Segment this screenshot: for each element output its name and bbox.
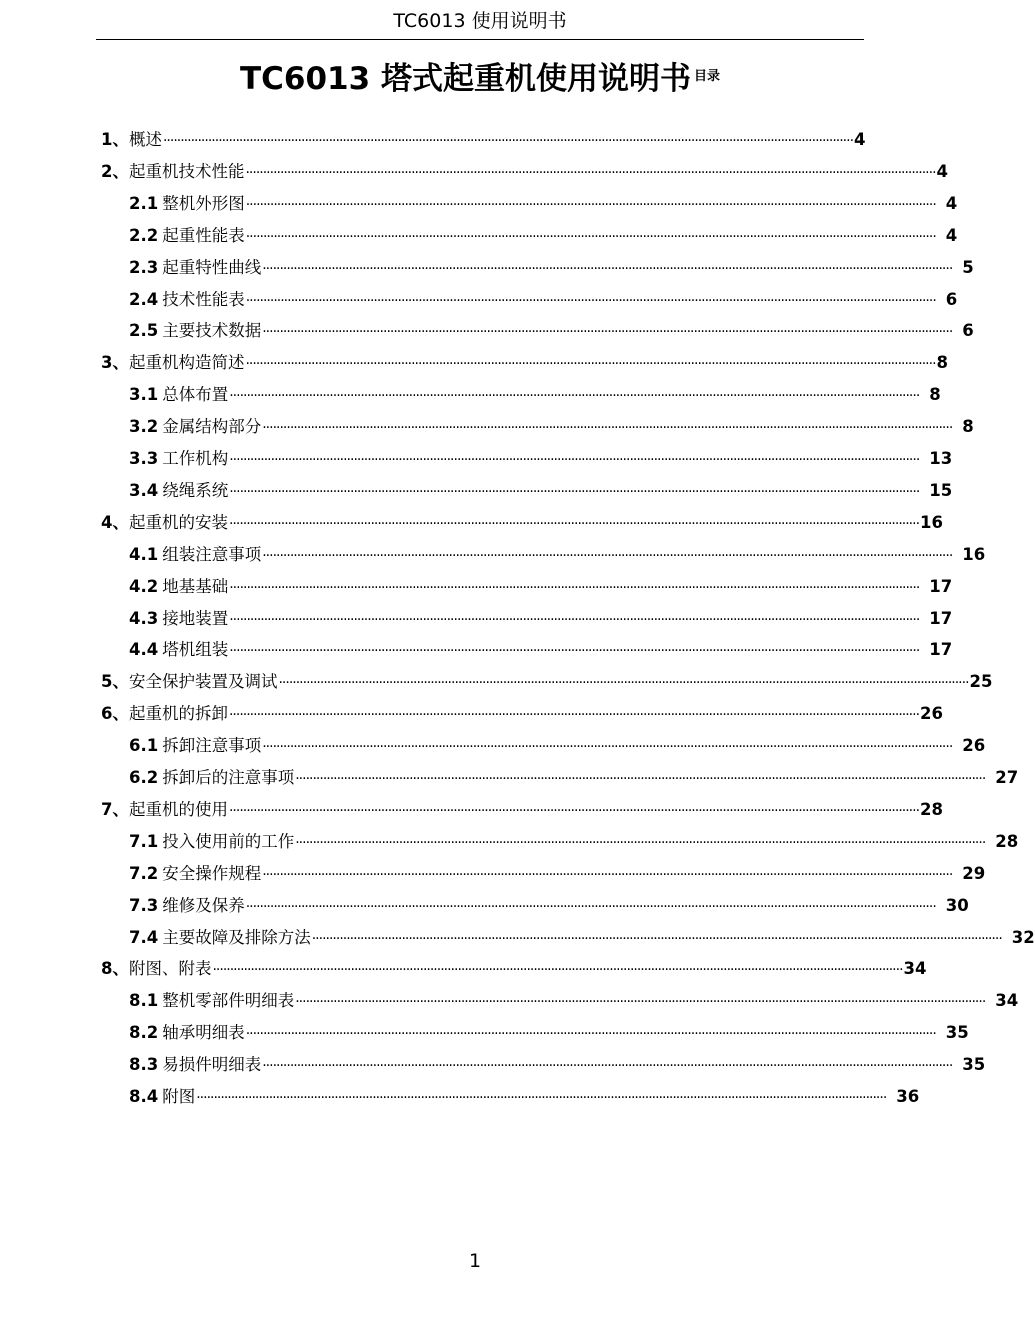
toc-dot-leader: ········································································································································································································ bbox=[245, 228, 936, 245]
toc-dot-leader: ········································································································································································································ bbox=[262, 866, 953, 883]
toc-entry-page: 4 bbox=[945, 193, 958, 213]
toc-entry-page: 4 bbox=[945, 225, 958, 245]
toc-entry[interactable] bbox=[129, 543, 986, 568]
toc-dot-leader: ········································································································································································································ bbox=[262, 739, 953, 756]
toc-entry[interactable] bbox=[129, 862, 986, 887]
toc-entry-title: 技术性能表 bbox=[162, 289, 245, 309]
document-title bbox=[96, 57, 864, 101]
toc-entry-title: 起重机的安装 bbox=[128, 512, 228, 532]
toc-entry[interactable] bbox=[129, 479, 953, 504]
toc-dot-leader: ········································································································································································································ bbox=[295, 994, 986, 1011]
toc-entry-number: 8.3 bbox=[129, 1055, 159, 1075]
toc-entry-page: 34 bbox=[995, 991, 1019, 1011]
toc-entry-page: 8 bbox=[929, 385, 941, 405]
document-title-text: TC6013 塔式起重机使用说明书 bbox=[240, 61, 691, 97]
toc-entry[interactable] bbox=[129, 288, 958, 313]
toc-dot-leader: ········································································································································································································ bbox=[228, 515, 920, 532]
toc-entry-page: 36 bbox=[896, 1087, 920, 1106]
toc-entry-number: 8.2 bbox=[129, 1023, 159, 1043]
toc-entry-page: 16 bbox=[920, 512, 943, 532]
toc-entry-title: 主要技术数据 bbox=[162, 321, 262, 341]
toc-entry-page: 6 bbox=[945, 289, 958, 309]
toc-entry[interactable] bbox=[129, 383, 941, 408]
toc-entry-number: 7.2 bbox=[129, 863, 159, 883]
toc-dot-leader: ········································································································································································································ bbox=[245, 356, 936, 373]
toc-entry-title: 起重性能表 bbox=[162, 225, 245, 245]
toc-entry[interactable] bbox=[129, 766, 1019, 791]
toc-entry[interactable] bbox=[129, 224, 958, 249]
toc-dot-leader: ········································································································································································································ bbox=[311, 930, 1002, 947]
toc-entry[interactable] bbox=[129, 894, 969, 919]
toc-entry[interactable] bbox=[129, 1053, 986, 1078]
toc-entry-title: 拆卸注意事项 bbox=[162, 736, 262, 756]
toc-entry-title: 组装注意事项 bbox=[162, 544, 262, 564]
toc-dot-leader: ········································································································································································································ bbox=[245, 164, 936, 181]
toc-entry-title: 轴承明细表 bbox=[162, 1023, 245, 1043]
toc-dot-leader: ········································································································································································································ bbox=[229, 611, 920, 628]
toc-entry-number: 2.5 bbox=[129, 321, 159, 341]
toc-entry-page: 16 bbox=[962, 544, 986, 564]
toc-dot-leader: ········································································································································································································ bbox=[229, 452, 920, 468]
toc-entry-number: 3.4 bbox=[129, 480, 159, 500]
header-rule bbox=[96, 39, 864, 40]
toc-entry-title: 易损件明细表 bbox=[162, 1055, 262, 1075]
toc-entry-number: 4.1 bbox=[129, 544, 159, 564]
toc-dot-leader: ········································································································································································································ bbox=[295, 834, 986, 851]
toc-entry[interactable] bbox=[101, 351, 949, 376]
toc-dot-leader: ········································································································································································································ bbox=[295, 771, 986, 787]
toc-entry[interactable] bbox=[129, 1021, 969, 1046]
toc-dot-leader: ········································································································································································································ bbox=[229, 579, 920, 596]
toc-entry-number: 4.2 bbox=[129, 576, 159, 596]
toc-entry-number: 5、 bbox=[101, 672, 129, 692]
toc-entry-number: 2.4 bbox=[129, 289, 159, 309]
toc-entry-number: 3.3 bbox=[129, 449, 159, 468]
toc-entry-page: 32 bbox=[1011, 927, 1035, 947]
toc-entry-page: 4 bbox=[854, 130, 866, 149]
toc-entry-title: 维修及保养 bbox=[162, 895, 245, 915]
toc-entry[interactable] bbox=[129, 447, 953, 472]
toc-entry-title: 投入使用前的工作 bbox=[162, 831, 295, 851]
toc-entry-title: 绕绳系统 bbox=[162, 480, 229, 500]
toc-dot-leader: ········································································································································································································ bbox=[245, 898, 936, 915]
toc-entry-page: 30 bbox=[945, 895, 969, 915]
toc-entry-number: 3.1 bbox=[129, 385, 159, 405]
toc-entry-number: 7.4 bbox=[129, 927, 159, 947]
toc-entry-page: 27 bbox=[995, 768, 1019, 787]
toc-entry[interactable] bbox=[101, 128, 866, 153]
toc-entry-title: 金属结构部分 bbox=[162, 417, 262, 437]
toc-dot-leader: ········································································································································································································ bbox=[228, 707, 920, 724]
toc-entry-title: 整机外形图 bbox=[162, 193, 245, 213]
toc-entry-number: 7.1 bbox=[129, 831, 159, 851]
toc-dot-leader: ········································································································································································································ bbox=[196, 1090, 887, 1106]
toc-dot-leader: ········································································································································································································ bbox=[262, 547, 953, 564]
toc-entry[interactable] bbox=[129, 989, 1019, 1014]
toc-entry-title: 起重机的拆卸 bbox=[128, 704, 228, 724]
toc-dot-leader: ········································································································································································································ bbox=[278, 675, 969, 692]
toc-entry[interactable] bbox=[129, 415, 974, 440]
toc-entry-page: 26 bbox=[962, 736, 986, 756]
toc-dot-leader: ········································································································································································································ bbox=[229, 388, 920, 405]
toc-entry-page: 8 bbox=[962, 417, 974, 437]
toc-entry-page: 28 bbox=[995, 831, 1019, 851]
toc-entry-title: 总体布置 bbox=[162, 385, 229, 405]
toc-entry-number: 6、 bbox=[101, 704, 129, 724]
toc-entry-number: 1、 bbox=[101, 130, 129, 149]
toc-entry-page: 25 bbox=[969, 672, 993, 692]
toc-entry-title: 起重机技术性能 bbox=[128, 161, 245, 181]
toc-entry-number: 4、 bbox=[101, 512, 129, 532]
toc-entry-page: 13 bbox=[929, 449, 953, 468]
toc-entry-number: 3、 bbox=[101, 353, 129, 373]
toc-dot-leader: ········································································································································································································ bbox=[262, 420, 953, 437]
toc-entry-number: 7.3 bbox=[129, 895, 159, 915]
toc-entry-title: 接地装置 bbox=[162, 608, 229, 628]
toc-dot-leader: ········································································································································································································ bbox=[262, 324, 953, 341]
toc-entry-title: 整机零部件明细表 bbox=[162, 991, 295, 1011]
toc-dot-leader: ········································································································································································································ bbox=[229, 483, 920, 500]
toc-entry-page: 17 bbox=[929, 576, 953, 596]
toc-entry-page: 35 bbox=[945, 1023, 969, 1043]
toc-entry-title: 主要故障及排除方法 bbox=[162, 927, 311, 947]
toc-entry-title: 拆卸后的注意事项 bbox=[162, 768, 295, 787]
toc-entry-page: 5 bbox=[962, 257, 974, 277]
toc-entry-page: 34 bbox=[903, 959, 927, 979]
toc-entry-page: 15 bbox=[929, 480, 953, 500]
toc-entry-number: 2.1 bbox=[129, 193, 159, 213]
toc-entry-number: 7、 bbox=[101, 799, 129, 819]
toc-entry[interactable] bbox=[129, 830, 1019, 855]
toc-entry-number: 8、 bbox=[101, 959, 129, 979]
toc-dot-leader: ········································································································································································································ bbox=[162, 133, 854, 149]
toc-dot-leader: ········································································································································································································ bbox=[229, 643, 920, 660]
toc-entry[interactable] bbox=[129, 1085, 920, 1110]
toc-entry-page: 6 bbox=[962, 321, 974, 341]
toc-entry-title: 地基基础 bbox=[162, 576, 229, 596]
toc-entry-number: 2.2 bbox=[129, 225, 159, 245]
toc-entry[interactable] bbox=[101, 702, 943, 727]
toc-entry[interactable] bbox=[129, 256, 974, 281]
toc-entry-title: 附图、附表 bbox=[128, 959, 212, 979]
toc-dot-leader: ········································································································································································································ bbox=[228, 802, 920, 819]
toc-entry[interactable] bbox=[101, 670, 993, 695]
toc-entry-number: 8.4 bbox=[129, 1087, 159, 1106]
toc-entry[interactable] bbox=[129, 734, 986, 759]
toc-entry[interactable] bbox=[101, 511, 943, 536]
toc-entry[interactable] bbox=[129, 192, 958, 217]
toc-entry-number: 4.4 bbox=[129, 640, 159, 660]
toc-dot-leader: ········································································································································································································ bbox=[262, 1058, 953, 1075]
toc-entry-page: 28 bbox=[920, 799, 943, 819]
toc-entry-page: 17 bbox=[929, 608, 953, 628]
toc-entry-title: 工作机构 bbox=[162, 449, 229, 468]
toc-dot-leader: ········································································································································································································ bbox=[212, 962, 903, 979]
toc-entry[interactable] bbox=[129, 638, 953, 663]
toc-entry-page: 17 bbox=[929, 640, 953, 660]
toc-entry-title: 起重特性曲线 bbox=[162, 257, 262, 277]
toc-entry-title: 起重机的使用 bbox=[128, 799, 228, 819]
toc-entry-page: 29 bbox=[962, 863, 986, 883]
toc-entry-title: 安全保护装置及调试 bbox=[128, 672, 278, 692]
toc-entry-page: 8 bbox=[936, 353, 949, 373]
toc-entry-title: 附图 bbox=[162, 1087, 196, 1106]
toc-dot-leader: ········································································································································································································ bbox=[245, 196, 936, 213]
toc-entry[interactable] bbox=[101, 798, 943, 823]
toc-entry-title: 概述 bbox=[128, 130, 162, 149]
toc-entry-number: 8.1 bbox=[129, 991, 159, 1011]
toc-entry[interactable] bbox=[129, 607, 953, 632]
toc-entry-title: 塔机组装 bbox=[162, 640, 229, 660]
toc-entry-page: 35 bbox=[962, 1055, 986, 1075]
toc-entry[interactable] bbox=[101, 160, 949, 185]
toc-entry[interactable] bbox=[129, 575, 953, 600]
toc-dot-leader: ········································································································································································································ bbox=[245, 1026, 936, 1043]
toc-dot-leader: ········································································································································································································ bbox=[245, 292, 936, 309]
toc-entry[interactable] bbox=[129, 319, 974, 344]
toc-entry-page: 4 bbox=[936, 161, 949, 181]
toc-entry-number: 4.3 bbox=[129, 608, 159, 628]
toc-entry-number: 6.2 bbox=[129, 768, 159, 787]
toc-entry[interactable] bbox=[101, 957, 927, 982]
toc-entry-number: 2、 bbox=[101, 161, 129, 181]
toc-label: 目录 bbox=[693, 69, 720, 84]
toc-dot-leader: ········································································································································································································ bbox=[262, 260, 953, 277]
toc-entry-number: 3.2 bbox=[129, 417, 159, 437]
toc-entry-number: 2.3 bbox=[129, 257, 159, 277]
toc-entry-title: 安全操作规程 bbox=[162, 863, 262, 883]
toc-entry-page: 26 bbox=[920, 704, 943, 724]
toc-entry-number: 6.1 bbox=[129, 736, 159, 756]
toc-entry-title: 起重机构造简述 bbox=[128, 353, 245, 373]
toc-entry[interactable] bbox=[129, 926, 1035, 951]
running-header: TC6013 使用说明书 bbox=[393, 10, 567, 32]
page-number: 1 bbox=[468, 1250, 482, 1272]
